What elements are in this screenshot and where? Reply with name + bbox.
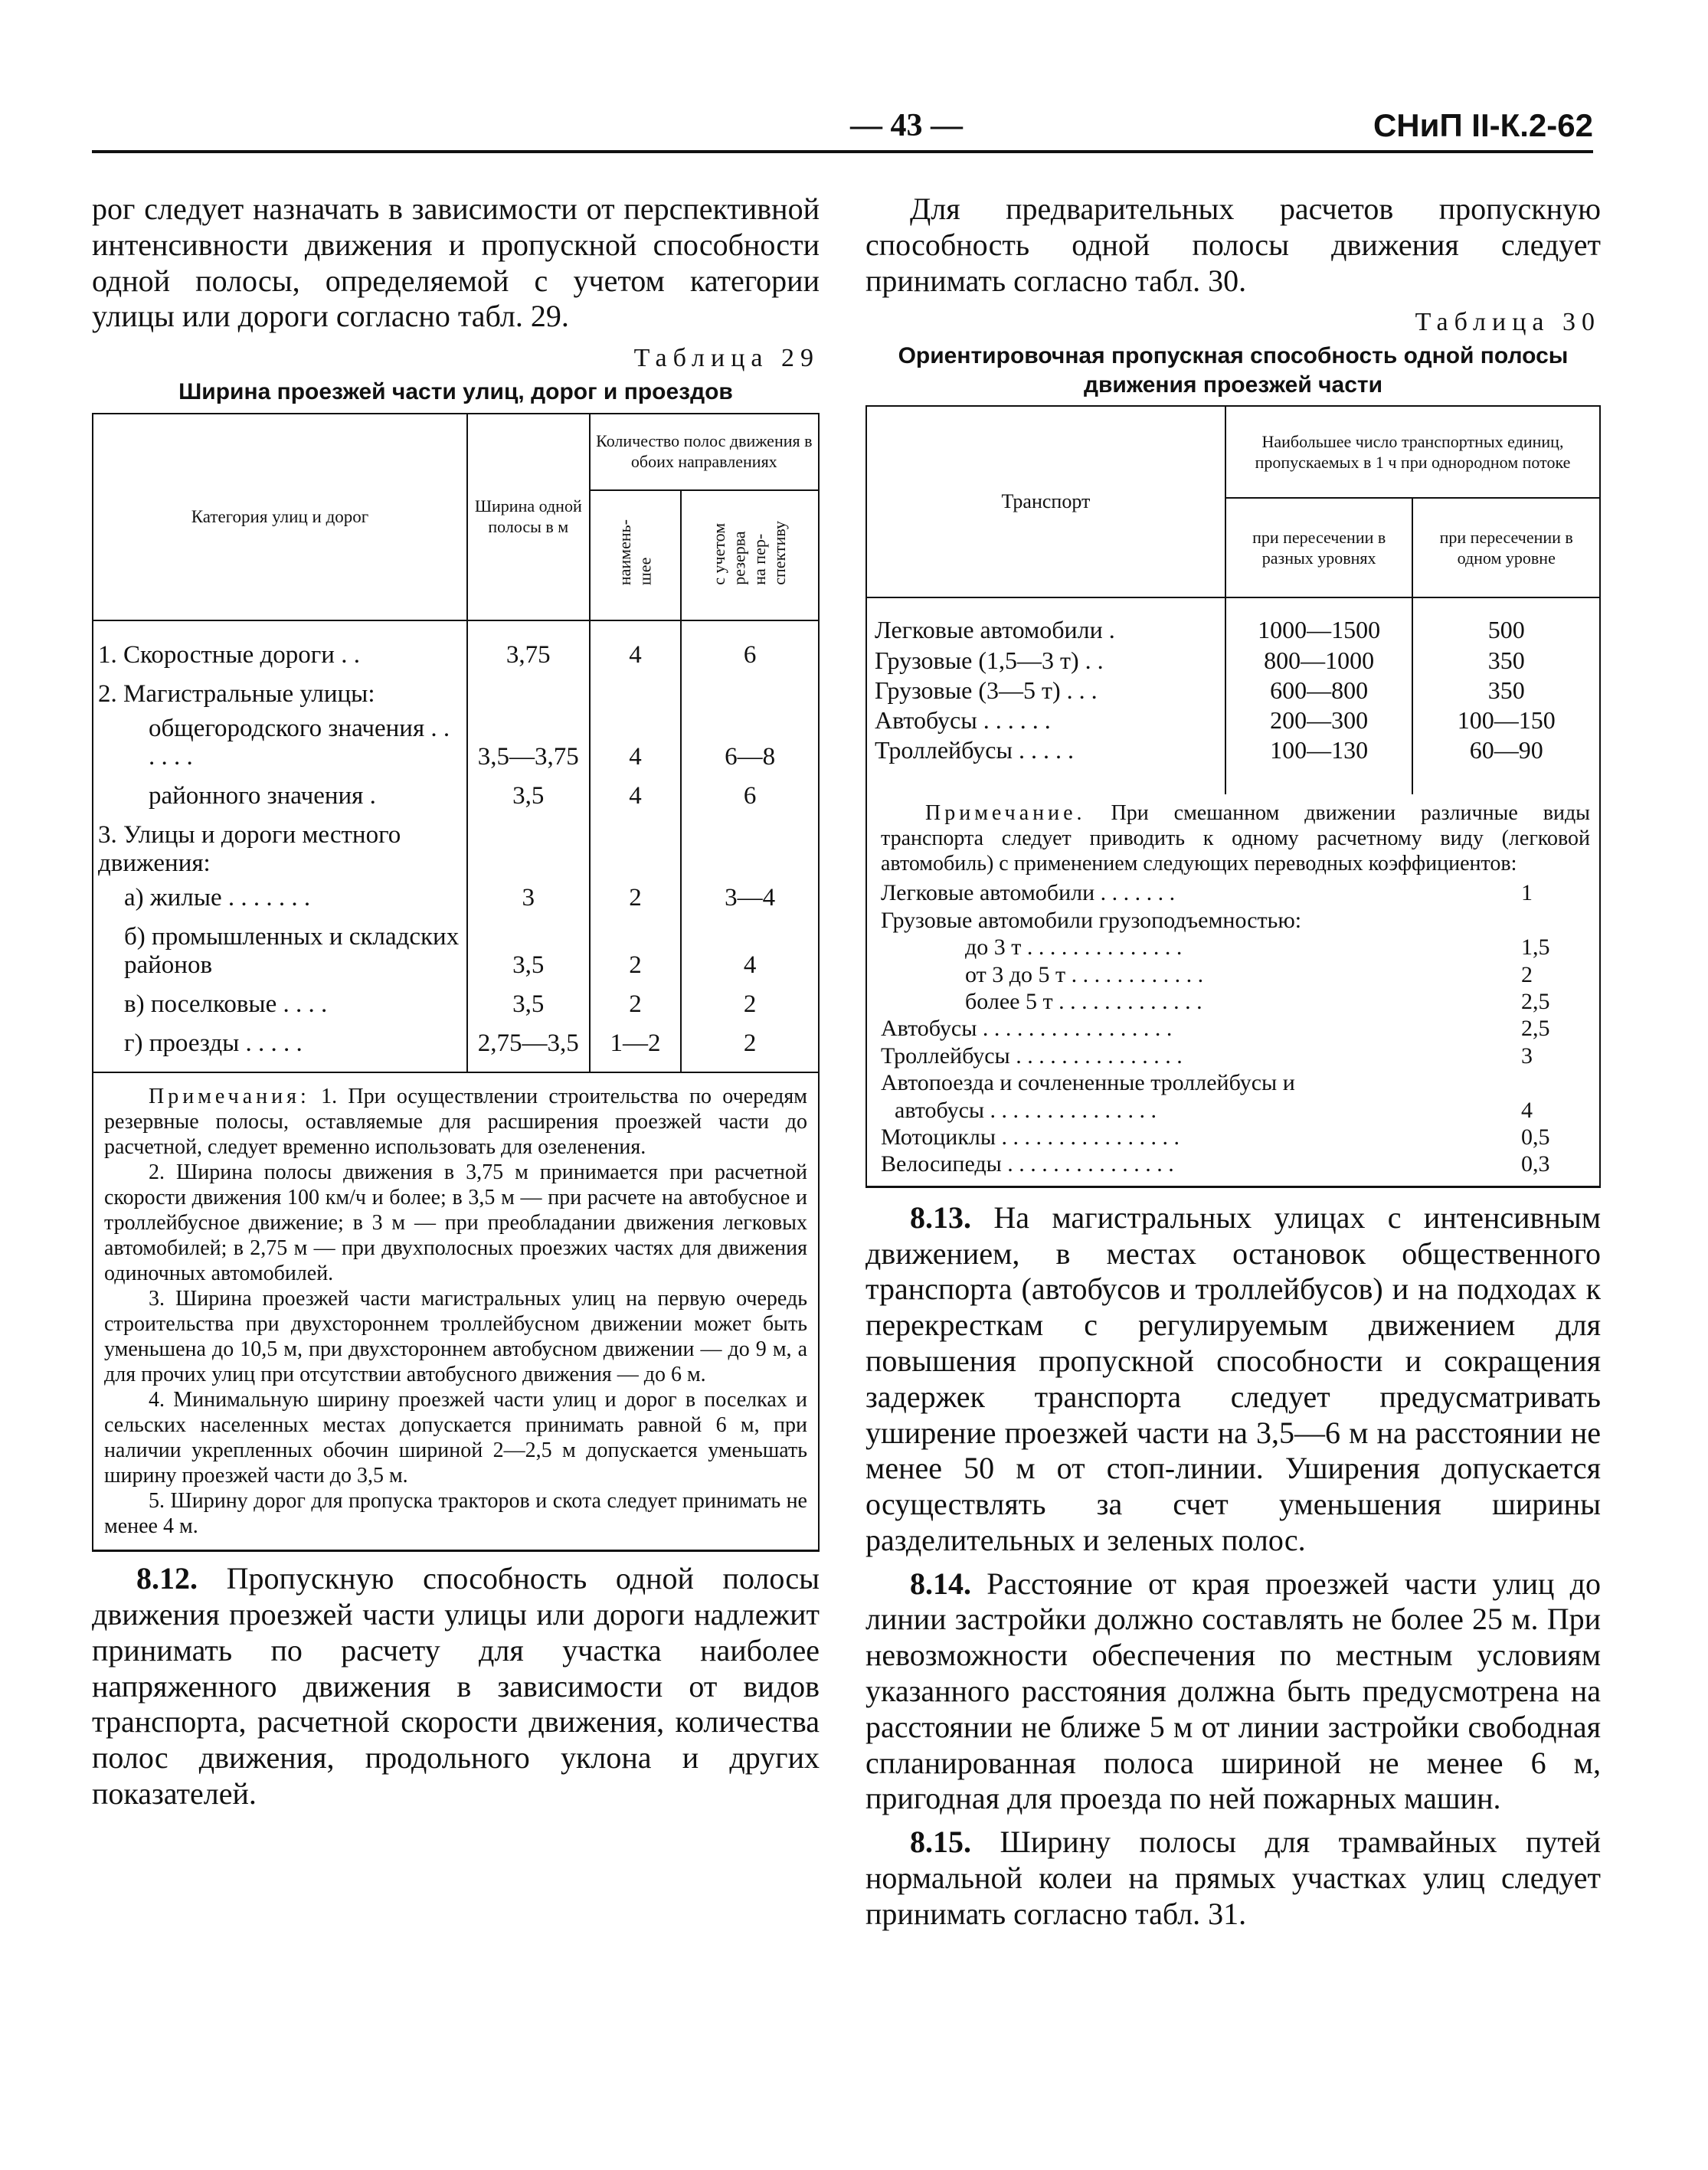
table29-header-lanes: Количество полос движения в обоих направлениях [590,414,819,490]
row-min: 2 [590,881,682,915]
table30-label: Таблица 30 [1415,308,1601,337]
table-row [93,620,819,673]
row-width: 3,5—3,75 [467,712,590,774]
table-row [866,597,1600,645]
coefficient-row [881,1124,1590,1150]
row-width: 3,5 [467,915,590,983]
coefficient-value: 4 [1521,1097,1533,1123]
row-width: 3,5 [467,774,590,813]
coefficient-name: Мотоциклы . . . . . . . . . . . . . . . . [881,1124,1180,1150]
coefficient-value: 2,5 [1521,1016,1550,1042]
row-diff: 200—300 [1225,705,1413,735]
table-row [866,705,1600,735]
row-label: 2. Магистральные улицы: [93,673,467,712]
coefficient-value: 0,3 [1521,1151,1550,1177]
table29-header-width: Ширина одной полосы в м [467,414,590,620]
table-row [866,646,1600,676]
table30-notes [865,794,1601,1187]
coefficient-name: автобусы . . . . . . . . . . . . . . . [895,1097,1157,1123]
table-row [93,881,819,915]
coefficient-name: Автопоезда и сочлененные троллейбусы и [881,1070,1295,1096]
row-reserve: 2 [681,983,819,1022]
page-header [92,107,1593,153]
table30-header-diff-levels: при пересечении в разных уровнях [1225,498,1413,597]
left-intro-paragraph: рог следует назначать в зависимости от перспективной интенсивности движения и пропускной способности одной полосы, определяемой с учетом категории улицы или дороги согласно табл. 29. [92,191,820,334]
row-one: 350 [1412,646,1600,676]
coefficient-row [881,907,1590,934]
row-label: 1. Скоростные дороги . . [93,620,467,673]
coefficient-name: от 3 до 5 т . . . . . . . . . . . . [965,961,1204,987]
table-row [866,735,1600,794]
row-diff: 100—130 [1225,735,1413,794]
row-width: 2,75—3,5 [467,1022,590,1072]
row-one: 350 [1412,676,1600,705]
coefficient-value [1513,907,1590,934]
row-reserve: 6 [681,620,819,673]
coefficient-value: 2 [1521,961,1533,987]
row-reserve [681,813,819,881]
row-reserve [681,673,819,712]
row-one: 500 [1412,597,1600,645]
row-label: г) проезды . . . . . [93,1022,467,1072]
page-number: — 43 — [850,108,963,143]
table30-header-max: Наибольшее число транспортных единиц, пропускаемых в 1 ч при однородном потоке [1225,406,1600,498]
row-label: 3. Улицы и дороги местного движения: [93,813,467,881]
note-1: Примечания: 1. При осуществлении строительства по очередям резервные полосы, оставляемые для расширения проезжей части до расчетной, следует временно использовать для озеленения. [104,1084,807,1159]
note-4: 4. Минимальную ширину проезжей части улиц и дорог в поселках и сельских населенных местах допускается принимать равной 6 м, при наличии укрепленных обочин шириной 2—2,5 м допускается уменьшать ширину проезжей части до 3,5 м. [104,1388,807,1488]
coefficient-name: Троллейбусы . . . . . . . . . . . . . . . [881,1042,1183,1069]
row-reserve: 6—8 [681,712,819,774]
table29-title: Ширина проезжей части улиц, дорог и проездов [178,379,733,405]
table30-header-transport: Транспорт [866,406,1225,597]
row-label: б) промышленных и складских районов [93,915,467,983]
coefficient-row [881,879,1590,906]
document-code: СНиП II-К.2-62 [1373,107,1593,143]
right-column [865,191,1601,1933]
note-2: 2. Ширина полосы движения в 3,75 м принимается при расчетной скорости движения 100 км/ч и более; в 3,5 м — при расчете на автобусное и троллейбусное движение; в 3 м — при преобладании движения легковых автомобилей; в 2,75 м — при двухполосных проезжих частях для движения одиночных автомобилей. [104,1160,807,1285]
table29-notes [92,1073,820,1553]
table29 [92,413,820,1073]
row-min: 4 [590,774,682,813]
table30 [865,405,1601,794]
paragraph-8-15: 8.15. Ширину полосы для трамвайных путей нормальной колеи на прямых участках улиц следует принимать согласно табл. 31. [865,1825,1602,1931]
table-row [866,676,1600,705]
row-reserve: 4 [681,915,819,983]
table30-title: Ориентировочная пропускная способность одной полосы движения проезжей части [898,343,1569,398]
paragraph-8-14: 8.14. Расстояние от края проезжей части улиц до линии застройки должно составлять не более 25 м. При невозможности обеспечения по местным условиям указанного расстояния должна быть предусмотрена на расстоянии не ближе 5 м от линии застройки свободная спланированная полоса шириной не менее 6 м, пригодная для проезда по ней пожарных машин. [865,1566,1601,1816]
table29-label: Таблица 29 [633,344,820,373]
coefficient-name: Легковые автомобили . . . . . . . [881,880,1176,906]
row-transport: Грузовые (3—5 т) . . . [866,676,1225,705]
left-column [92,191,820,1812]
coefficient-list [881,879,1590,1177]
coefficient-value: 2,5 [1521,988,1550,1014]
table29-header-category: Категория улиц и дорог [93,414,467,620]
coefficient-row [881,1042,1590,1069]
row-width: 3,5 [467,983,590,1022]
paragraph-8-13: 8.13. На магистральных улицах с интенсивным движением, в местах остановок общественного транспорта (автобусов и троллейбусов) и на подходах к перекресткам с регулируемым движением для повышения пропускной способности и сокращения задержек транспорта следует предусматривать уширение проезжей части на 3,5—6 м на расстоянии не менее 50 м от стоп-линии. Уширения допускается осуществлять за счет уменьшения ширины разделительных и зеленых полос. [865,1200,1602,1557]
row-min: 1—2 [590,1022,682,1072]
coefficient-row [881,1150,1590,1177]
coefficient-name: Автобусы . . . . . . . . . . . . . . . . . [881,1016,1173,1042]
row-diff: 600—800 [1225,676,1413,705]
row-width [467,673,590,712]
coefficient-row [881,988,1590,1015]
table-row [93,1022,819,1072]
table-row [93,813,819,881]
table-row [93,983,819,1022]
row-one: 60—90 [1412,735,1600,794]
table-row [93,673,819,712]
coefficient-name: до 3 т . . . . . . . . . . . . . . [965,934,1183,961]
table-row [93,712,819,774]
row-min: 2 [590,983,682,1022]
row-transport: Легковые автомобили . [866,597,1225,645]
row-diff: 1000—1500 [1225,597,1413,645]
row-diff: 800—1000 [1225,646,1413,676]
table30-note: Примечание. При смешанном движении различные виды транспорта следует приводить к одному расчетному виду (легковой автомобиль) с применением следующих переводных коэффициентов: [881,801,1590,876]
row-width: 3 [467,881,590,915]
row-min: 2 [590,915,682,983]
table30-header-one-level: при пересечении в одном уровне [1412,498,1600,597]
coefficient-value: 3 [1521,1042,1533,1069]
note-3: 3. Ширина проезжей части магистральных улиц на первую очередь строительства при двухстороннем троллейбусном движении может быть уменьшена до 10,5 м, при двухстороннем автобусном движении — до 9 м, а для прочих улиц при отсутствии автобусного движения — до 6 м. [104,1286,807,1387]
row-reserve: 3—4 [681,881,819,915]
row-label: районного значения . [93,774,467,813]
row-label: а) жилые . . . . . . . [93,881,467,915]
row-min: 4 [590,712,682,774]
coefficient-name: более 5 т . . . . . . . . . . . . . [965,988,1202,1014]
table-row [93,915,819,983]
table-row [93,774,819,813]
row-reserve: 2 [681,1022,819,1072]
row-reserve: 6 [681,774,819,813]
row-min [590,813,682,881]
coefficient-value: 1 [1521,880,1533,906]
coefficient-value [1513,1069,1590,1096]
row-width: 3,75 [467,620,590,673]
row-one: 100—150 [1412,705,1600,735]
coefficient-value: 1,5 [1521,934,1550,961]
coefficient-value: 0,5 [1521,1124,1550,1150]
row-min [590,673,682,712]
row-label: общегородского значения . . . . . . [93,712,467,774]
header-rule [92,150,1593,153]
row-label: в) поселковые . . . . [93,983,467,1022]
coefficient-row [881,1097,1590,1124]
row-transport: Автобусы . . . . . . [866,705,1225,735]
row-width [467,813,590,881]
paragraph-8-12: 8.12. Пропускную способность одной полосы движения проезжей части улицы или дороги надлежит принимать по расчету для участка наиболее напряженного движения в зависимости от видов транспорта, расчетной скорости движения, количества полос движения, продольного уклона и других показателей. [92,1561,820,1812]
row-transport: Троллейбусы . . . . . [866,735,1225,794]
table29-header-lanes-min: наимень- шее [590,490,682,620]
coefficient-row [881,1069,1590,1096]
coefficient-row [881,934,1590,961]
row-min: 4 [590,620,682,673]
right-intro-paragraph: Для предварительных расчетов пропускную способность одной полосы движения следует принимать согласно табл. 30. [865,191,1601,298]
row-transport: Грузовые (1,5—3 т) . . [866,646,1225,676]
coefficient-name: Грузовые автомобили грузоподъемностью: [881,907,1302,933]
coefficient-row [881,961,1590,988]
table29-header-lanes-reserve: с учетом резерва на пер- спективу [681,490,819,620]
coefficient-row [881,1015,1590,1042]
note-5: 5. Ширину дорог для пропуска тракторов и скота следует принимать не менее 4 м. [104,1489,807,1539]
coefficient-name: Велосипеды . . . . . . . . . . . . . . . [881,1151,1174,1177]
